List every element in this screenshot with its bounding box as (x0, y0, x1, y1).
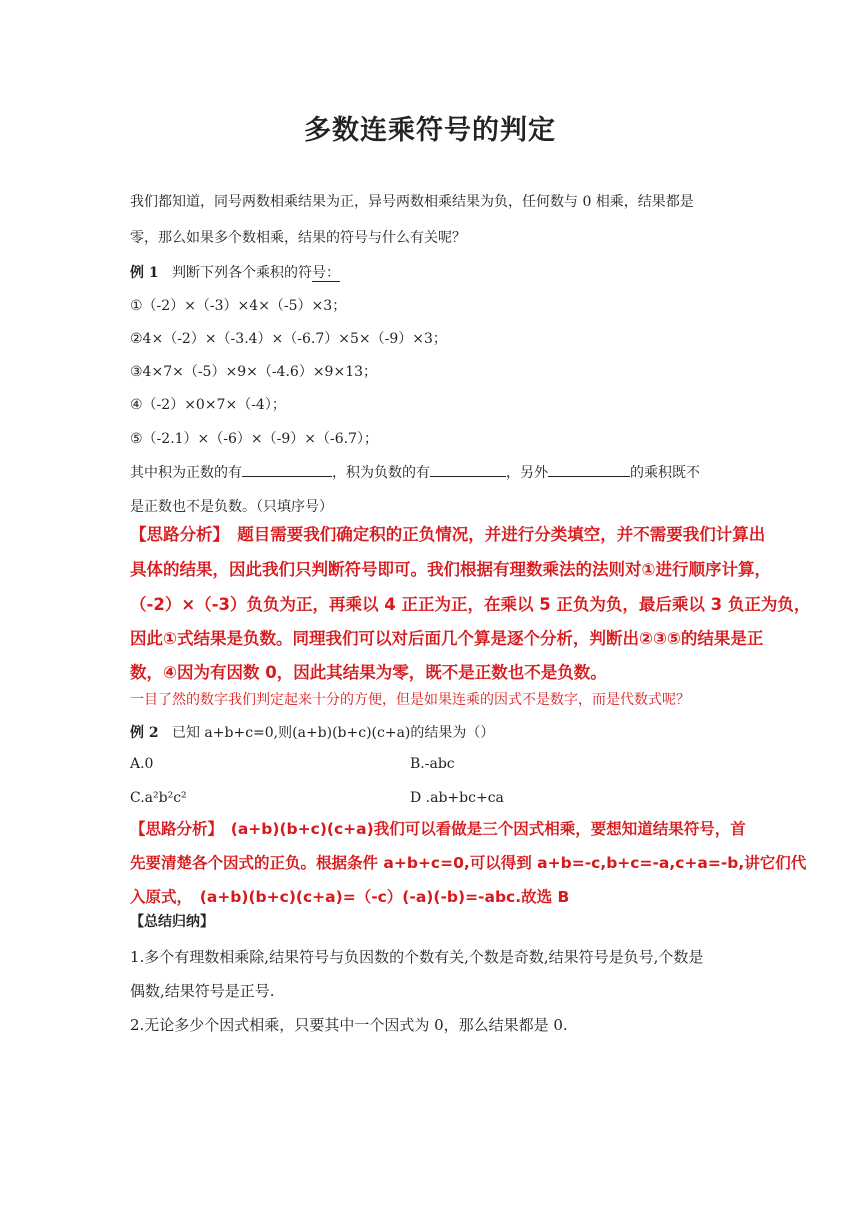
example1-item-5: ⑤（-2.1）×（-6）×（-9）×（-6.7）； (130, 431, 379, 447)
summary-point-1-line-1: 1.多个有理数相乘除,结果符号与负因数的个数有关,个数是奇数,结果符号是负号,个数是 (130, 948, 704, 966)
summary-heading: 【总结归纳】 (130, 914, 214, 930)
fill-negative-label: ，积为负数的有 (332, 465, 430, 481)
transition-text: 一目了然的数字我们判定起来十分的方便，但是如果连乘的因式不是数字，而是代数式呢？ (130, 692, 690, 708)
analysis2-line-3: 入原式， (a+b)(b+c)(c+a)=（-c）(-a)(-b)=-abc.故选 B (130, 888, 570, 906)
option-c[interactable]: C.a²b²c² (130, 790, 187, 806)
example2-question (130, 722, 740, 742)
analysis1-line-3: （-2）×（-3）负负为正，再乘以 4 正正为正，在乘以 5 正负为负，最后乘以 3 负正为负， (130, 595, 811, 614)
fill-positive-label: 其中积为正数的有 (130, 465, 242, 481)
intro-line-2: 零，那么如果多个数相乘，结果的符号与什么有关呢？ (130, 230, 466, 246)
fill-other-suffix: 的乘积既不 (630, 465, 700, 481)
fill-other-label: ，另外 (506, 465, 548, 481)
analysis1-line-1: 【思路分析】 题目需要我们确定积的正负情况，并进行分类填空，并不需要我们计算出 (130, 525, 766, 544)
example2-question-text: 已知 a+b+c=0,则(a+b)(b+c)(c+a)的结果为（） (171, 725, 495, 741)
analysis1-line-4: 因此①式结果是负数。同理我们可以对后面几个算是逐个分析，判断出②③⑤的结果是正 (130, 629, 764, 648)
summary-point-2: 2.无论多少个因式相乘，只要其中一个因式为 0，那么结果都是 0. (130, 1016, 568, 1034)
fill-zero-blank[interactable] (548, 462, 630, 477)
example1-item-3: ③4×7×（-5）×9×（-4.6）×9×13； (130, 364, 378, 380)
fill-positive-blank[interactable] (242, 462, 332, 477)
example1-fill-line-2: 是正数也不是负数。（只填序号） (130, 499, 333, 515)
example1-question (130, 262, 740, 282)
analysis1-line-5: 数，④因为有因数 0，因此其结果为零，既不是正数也不是负数。 (130, 663, 607, 682)
example1-fill-line (130, 462, 740, 482)
example1-question-underlined: 号： (311, 265, 340, 281)
example2-label: 例 2 (130, 725, 159, 741)
summary-point-1-line-2: 偶数,结果符号是正号. (130, 982, 275, 1000)
example1-item-4: ④（-2）×0×7×（-4）； (130, 397, 286, 413)
option-b[interactable]: B.-abc (410, 756, 455, 772)
analysis2-line-1: 【思路分析】 (a+b)(b+c)(c+a)我们可以看做是三个因式相乘，要想知道结果符号，首 (130, 820, 746, 838)
example1-item-1: ①（-2）×（-3）×4×（-5）×3； (130, 298, 347, 314)
analysis1-line-2: 具体的结果，因此我们只判断符号即可。我们根据有理数乘法的法则对①进行顺序计算， (130, 560, 771, 579)
example1-label: 例 1 (130, 265, 159, 281)
example2-options-row-1 (130, 756, 740, 772)
page-title: 多数连乘符号的判定 (304, 115, 556, 146)
example1-item-2: ②4×（-2）×（-3.4）×（-6.7）×5×（-9）×3； (130, 331, 447, 347)
example2-options-row-2 (130, 790, 740, 806)
intro-line-1: 我们都知道，同号两数相乘结果为正，异号两数相乘结果为负，任何数与 0 相乘，结果都是 (130, 194, 694, 210)
example1-question-text: 判断下列各个乘积的符 (171, 265, 312, 281)
analysis2-line-2: 先要清楚各个因式的正负。根据条件 a+b+c=0,可以得到 a+b=-c,b+c=-a,c+a=-b,讲它们代 (130, 854, 807, 872)
fill-negative-blank[interactable] (430, 462, 506, 477)
option-a[interactable]: A.0 (130, 756, 154, 772)
option-d[interactable]: D .ab+bc+ca (410, 790, 504, 806)
